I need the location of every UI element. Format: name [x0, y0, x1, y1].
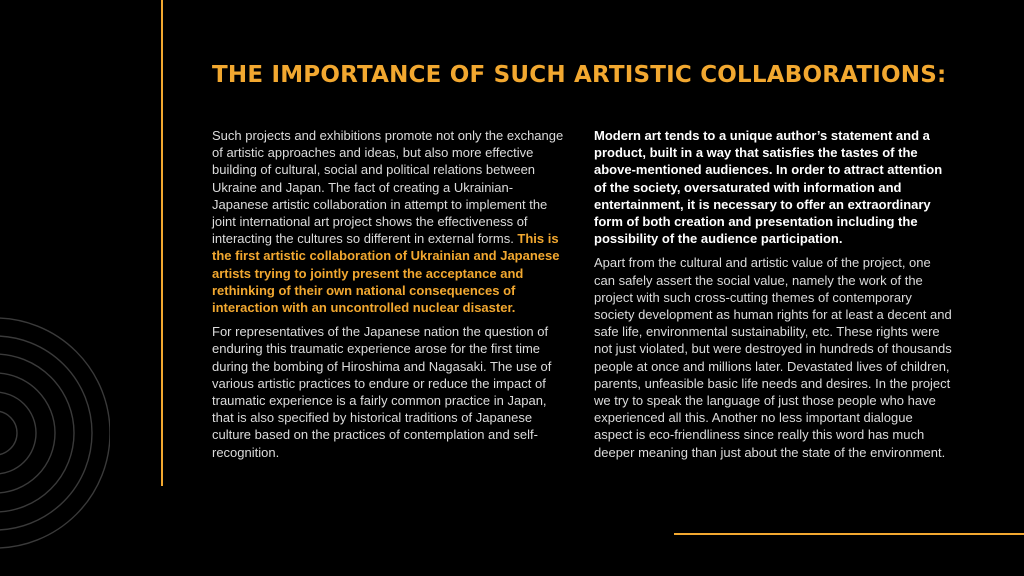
left-paragraph-1 — [212, 127, 567, 316]
right-paragraph-1-bold: Modern art tends to a unique author’s statement and a product, built in a way that satisfies the tastes of the above-mentioned audiences. In order to attract attention of the society, oversaturated with information and entertainment, it is necessary to offer an extraordinary form of both creation and presentation including the possibility of the audience participation. — [594, 128, 943, 247]
concentric-circles-decoration — [0, 290, 110, 576]
highlight-statement: This is the first artistic collaboration of Ukrainian and Japanese artists trying to jointly present the acceptance and rethinking of their own national consequences of interaction with an uncontrolled nuclear disaster. — [212, 231, 560, 316]
accent-vertical-line — [161, 0, 163, 486]
left-paragraph-1-text: Such projects and exhibitions promote not only the exchange of artistic approaches and ideas, but also more effective building of cultural, social and political relations between Ukraine and Japan. The fact of creating a Ukrainian-Japanese artistic collaboration in attempt to implement the joint international art project shows the effectiveness of interacting the cultures so different in external forms. — [212, 128, 564, 247]
right-column — [594, 127, 954, 468]
left-column — [212, 127, 567, 468]
left-paragraph-2: For representatives of the Japanese nation the question of enduring this traumatic experience arose for the first time during the bombing of Hiroshima and Nagasaki. The use of various artistic practices to endure or reduce the impact of traumatic experience is a fairly common practice in Japan, that is also specified by historical traditions of Japanese culture based on the practices of contemplation and self-recognition. — [212, 324, 552, 460]
accent-horizontal-line — [674, 533, 1024, 535]
right-paragraph-2: Apart from the cultural and artistic value of the project, one can safely assert the social value, namely the work of the project with such cross-cutting themes of contemporary society development as human rights for at least a decent and safe life, environmental sustainability, etc. These rights were not just violated, but were destroyed in hundreds of thousands people at once and millions later. Devastated lives of children, parents, unfeasible basic life needs and desires. In the project we try to speak the language of just those people who have experienced all this. Another no less important dialogue aspect is eco-friendliness since really this word has much deeper meaning than just about the state of the environment. — [594, 255, 952, 460]
page-title: THE IMPORTANCE OF SUCH ARTISTIC COLLABORATIONS: — [212, 62, 947, 88]
